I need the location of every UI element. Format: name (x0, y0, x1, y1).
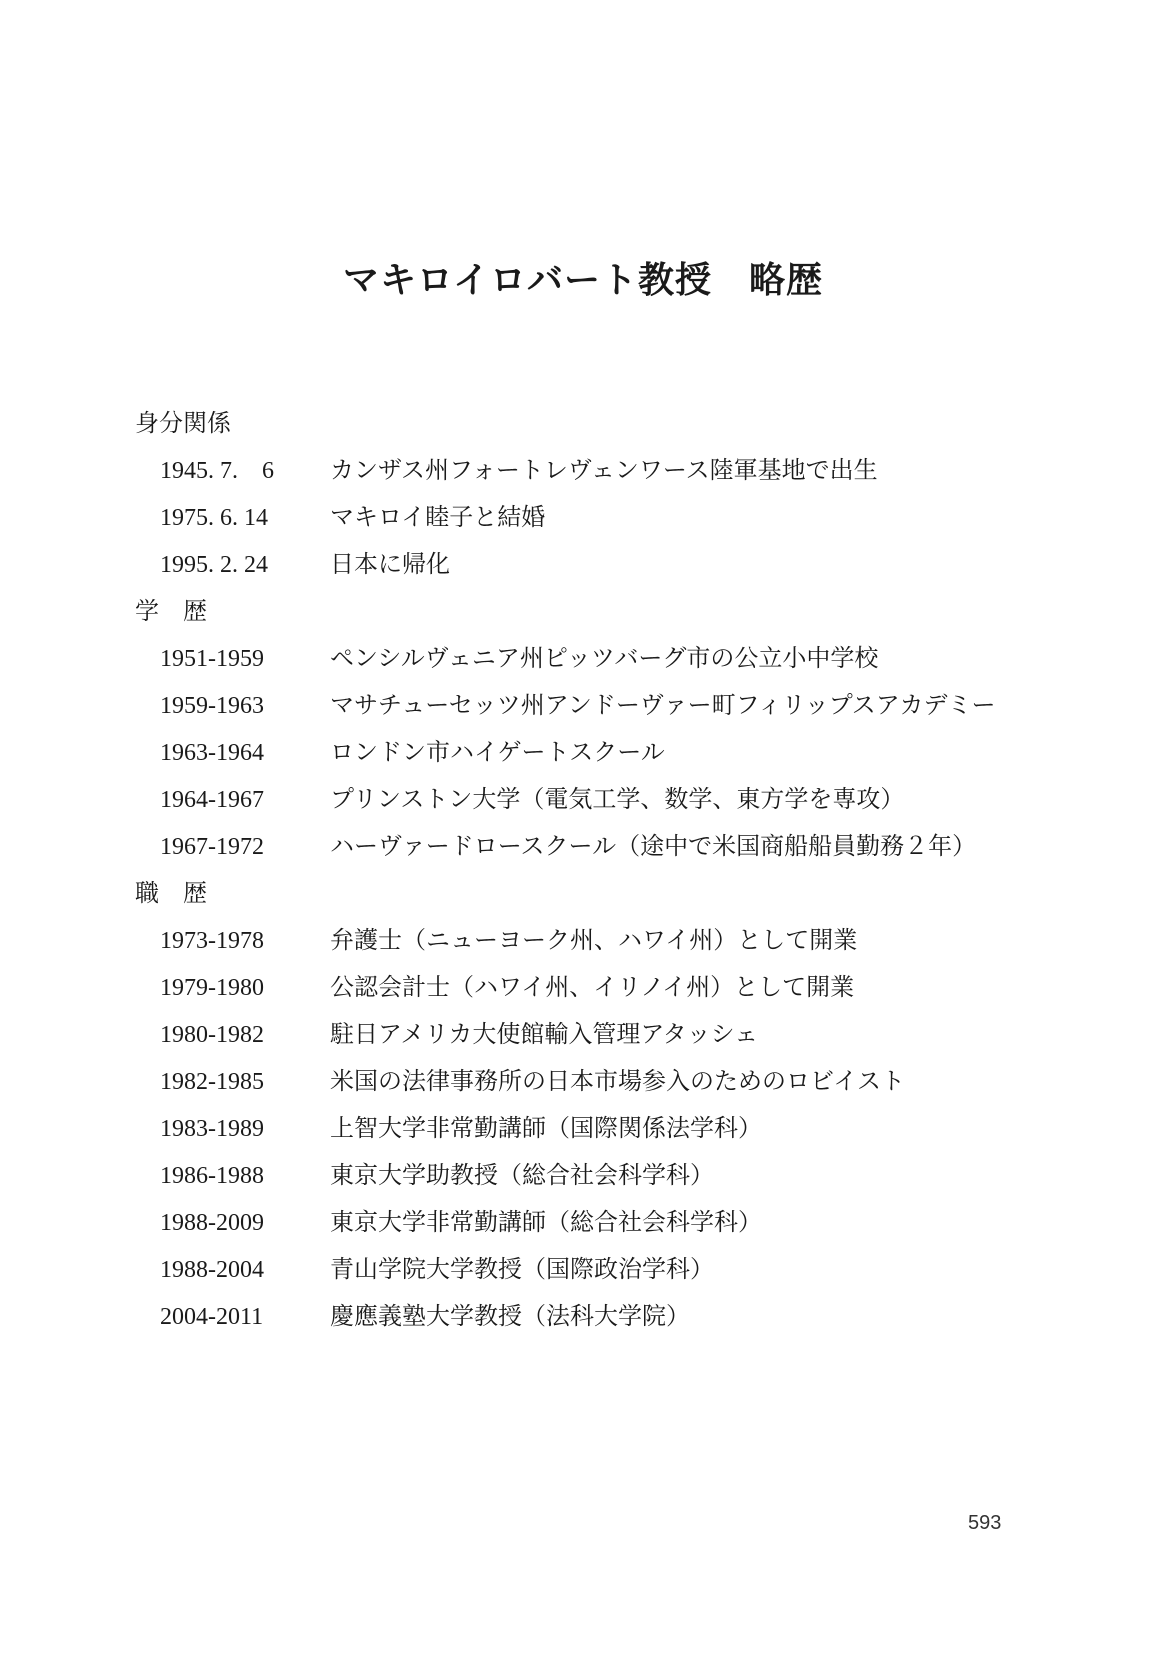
entry-text: 日本に帰化 (330, 550, 450, 578)
list-item (135, 1246, 1035, 1293)
entry-text: ロンドン市ハイゲートスクール (330, 738, 665, 766)
section-heading: 身分関係 (135, 409, 231, 437)
entry-date: 1983-1989 (160, 1116, 264, 1142)
entry-date: 1975. 6. 14 (160, 505, 268, 531)
entry-date: 1988-2004 (160, 1257, 264, 1283)
list-item (135, 964, 1035, 1011)
entry-date: 1982-1985 (160, 1069, 264, 1095)
list-item (135, 917, 1035, 964)
entry-date: 1986-1988 (160, 1163, 264, 1189)
entry-date: 1980-1982 (160, 1022, 264, 1048)
list-item (135, 1058, 1035, 1105)
list-item (135, 541, 1035, 588)
list-item (135, 729, 1035, 776)
section-heading: 職 歴 (135, 879, 207, 907)
page-title: マキロイロバート教授 略歴 (343, 259, 823, 301)
entry-text: 慶應義塾大学教授（法科大学院） (330, 1302, 690, 1330)
entry-text: 東京大学助教授（総合社会科学科） (330, 1161, 714, 1189)
list-item (135, 1152, 1035, 1199)
entry-text: マキロイ睦子と結婚 (330, 503, 546, 531)
entry-date: 1945. 7. 6 (160, 458, 274, 484)
list-item (135, 1011, 1035, 1058)
entry-date: 1988-2009 (160, 1210, 264, 1236)
entry-date: 1995. 2. 24 (160, 552, 268, 578)
entry-text: ペンシルヴェニア州ピッツバーグ市の公立小中学校 (330, 644, 879, 672)
list-item (135, 494, 1035, 541)
biography-content (135, 400, 1035, 1340)
entry-date: 1959-1963 (160, 693, 264, 719)
page-number: 593 (968, 1512, 1002, 1534)
entry-date: 1964-1967 (160, 787, 264, 813)
section-career (135, 870, 1035, 1340)
list-item (135, 682, 1035, 729)
entry-text: 公認会計士（ハワイ州、イリノイ州）として開業 (330, 973, 855, 1001)
entry-text: カンザス州フォートレヴェンワース陸軍基地で出生 (330, 456, 878, 484)
entry-date: 1979-1980 (160, 975, 264, 1001)
list-item (135, 1293, 1035, 1340)
entry-date: 1967-1972 (160, 834, 264, 860)
entry-date: 1973-1978 (160, 928, 264, 954)
list-item (135, 447, 1035, 494)
entry-date: 2004-2011 (160, 1304, 264, 1330)
list-item (135, 1199, 1035, 1246)
section-heading: 学 歴 (135, 597, 207, 625)
list-item (135, 1105, 1035, 1152)
entry-text: 上智大学非常勤講師（国際関係法学科） (330, 1114, 762, 1142)
list-item (135, 823, 1035, 870)
list-item (135, 635, 1035, 682)
entry-text: マサチューセッツ州アンドーヴァー町フィリップスアカデミー (330, 691, 996, 719)
list-item (135, 776, 1035, 823)
entry-text: 弁護士（ニューヨーク州、ハワイ州）として開業 (330, 926, 858, 954)
entry-text: プリンストン大学（電気工学、数学、東方学を専攻） (330, 785, 905, 813)
entry-text: 青山学院大学教授（国際政治学科） (330, 1255, 714, 1283)
entry-date: 1963-1964 (160, 740, 264, 766)
section-education (135, 588, 1035, 870)
entry-date: 1951-1959 (160, 646, 264, 672)
entry-text: ハーヴァードロースクール（途中で米国商船船員勤務２年） (330, 832, 977, 860)
entry-text: 駐日アメリカ大使館輸入管理アタッシェ (330, 1020, 759, 1048)
entry-text: 東京大学非常勤講師（総合社会科学科） (330, 1208, 762, 1236)
section-personal (135, 400, 1035, 588)
entry-text: 米国の法律事務所の日本市場参入のためのロビイスト (330, 1067, 906, 1095)
